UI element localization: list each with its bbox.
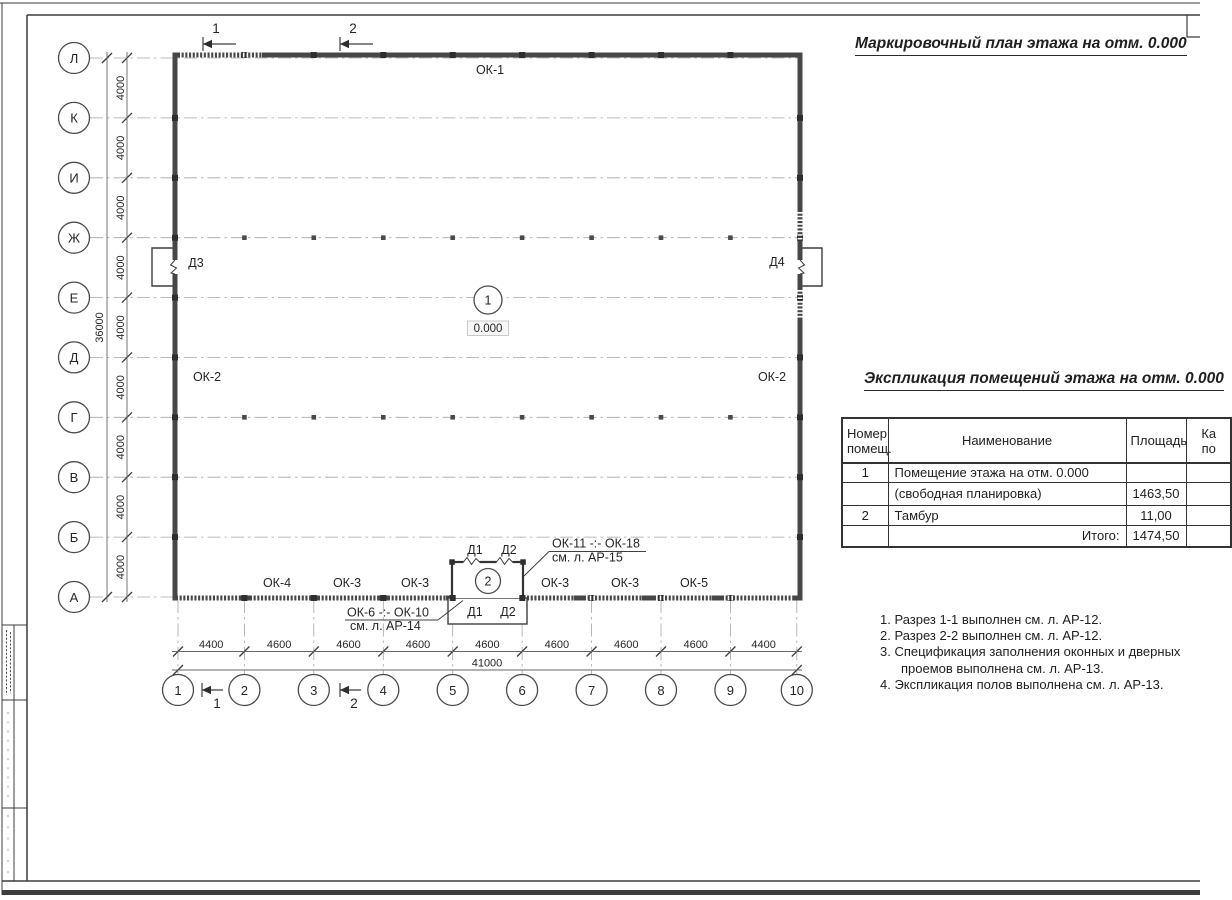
note-line: 3. Спецификация заполнения оконных и дверных	[880, 644, 1181, 660]
row-axis-label: Л	[69, 50, 79, 66]
room-number-tambour: 2	[484, 574, 492, 589]
window-label-bottom-5: ОК-5	[679, 576, 709, 590]
table-total-row	[842, 525, 1231, 547]
section-mark-1-top	[203, 21, 236, 51]
door-label-d2-top: Д2	[501, 543, 517, 557]
cell-number	[842, 482, 888, 505]
col-axis-label: 3	[310, 682, 318, 698]
interior-column	[450, 415, 455, 420]
window-label-bottom-0: ОК-4	[262, 576, 292, 590]
cell-total-label: Итого:	[888, 525, 1126, 547]
interior-column	[589, 235, 594, 240]
interior-column	[381, 235, 386, 240]
tambour	[448, 543, 527, 624]
row-dim-label: 4000	[115, 554, 127, 580]
col-axis-label: 8	[657, 682, 665, 698]
window-label-ok1: ОК-1	[475, 63, 505, 77]
col-axis-label: 5	[449, 682, 457, 698]
section-number: 1	[213, 696, 221, 711]
dim-total-horizontal: 41000	[471, 657, 503, 670]
col-dim-label: 4600	[683, 639, 708, 651]
interior-column	[728, 235, 733, 240]
table-row	[842, 463, 1231, 482]
room-explication-table	[841, 417, 1232, 548]
row-axis-label: Г	[70, 410, 78, 426]
cell-name: (свободная планировка)	[888, 482, 1126, 505]
col-dim-label: 4400	[751, 639, 776, 651]
col-dim-label: 4600	[475, 639, 500, 651]
note-line: проемов выполнена см. л. АР-13.	[901, 660, 1104, 676]
frame-corner-box	[1187, 15, 1200, 37]
col-dim-label: 4600	[266, 639, 292, 651]
note-line: 4. Экспликация полов выполнена см. л. АР-13.	[880, 676, 1164, 692]
cell-number: 2	[842, 505, 888, 525]
note-line: 2. Разрез 2-2 выполнен см. л. АР-12.	[880, 628, 1103, 644]
cell-area: 1463,50	[1126, 482, 1186, 505]
window-label-bottom-1: ОК-3	[332, 576, 362, 590]
callout-bottom-line2: см. л. АР-14	[350, 619, 421, 633]
row-axis-label: Е	[69, 290, 79, 306]
callout-bottom-line1: ОК-6 -:- ОК-10	[347, 605, 429, 620]
interior-column	[381, 415, 386, 420]
row-dim-label: 4000	[115, 75, 127, 101]
interior-column	[728, 415, 733, 420]
cell-name: Помещение этажа на отм. 0.000	[888, 463, 1126, 482]
cell-name: Тамбур	[888, 505, 1126, 525]
cell-category	[1186, 482, 1231, 505]
row-dim-label: 4000	[115, 435, 127, 460]
callout-top-line2: см. л. АР-15	[552, 550, 623, 565]
section-mark-1-bottom	[202, 683, 223, 711]
cell-number	[842, 525, 888, 547]
row-axis-label: И	[69, 170, 79, 186]
axis-bubbles-and-dims	[59, 43, 813, 706]
cell-total-area: 1474,50	[1126, 525, 1186, 547]
section-mark-2-bottom	[340, 683, 361, 711]
elevation-value: 0.000	[473, 323, 503, 335]
col-dim-label: 4400	[198, 639, 224, 651]
table-row	[842, 482, 1231, 505]
cell-number: 1	[842, 463, 888, 482]
col-dim-label: 4600	[405, 639, 431, 651]
table-header-row	[842, 418, 1231, 463]
col-axis-label: 1	[174, 682, 182, 698]
row-axis-label: Б	[69, 529, 79, 545]
col-axis-label: 7	[587, 682, 596, 698]
row-axis-label: Д	[69, 350, 79, 366]
door-label-d2-bottom: Д2	[500, 605, 516, 619]
door-label-d1-top: Д1	[467, 543, 483, 557]
col-axis-label: 4	[379, 682, 387, 698]
interior-column	[312, 415, 317, 420]
window-label-ok2-right: ОК-2	[757, 370, 787, 384]
row-dim-label: 4000	[115, 375, 127, 400]
header-number	[842, 418, 892, 463]
col-axis-label: 9	[726, 682, 735, 698]
header-area: Площадь	[1126, 418, 1186, 463]
row-dim-label: 4000	[115, 255, 127, 280]
row-dim-label: 4000	[115, 135, 127, 161]
window-label-bottom-2: ОК-3	[400, 576, 430, 590]
interior-column	[659, 235, 664, 240]
window-label-bottom-3: ОК-3	[540, 576, 570, 590]
header-category-line1: Ка	[1201, 425, 1217, 441]
interior-column	[242, 415, 247, 420]
interior-column	[520, 235, 525, 240]
row-axis-label: Ж	[67, 230, 81, 246]
col-dim-label: 4600	[614, 639, 639, 651]
col-dim-label: 4600	[544, 639, 570, 651]
section-mark-2-top	[340, 21, 373, 51]
notes-list	[880, 612, 1198, 693]
col-axis-label: 6	[518, 682, 526, 698]
row-axis-label: К	[70, 110, 78, 126]
header-category-line2: по	[1201, 440, 1216, 456]
section-number: 2	[349, 21, 357, 36]
interior-column	[450, 235, 455, 240]
callout-windows-top	[524, 537, 646, 577]
door-label-d1-bottom: Д1	[467, 605, 483, 619]
plan-title: Маркировочный план этажа на отм. 0.000	[855, 35, 1187, 56]
row-dim-label: 4000	[115, 195, 127, 220]
cell-category	[1186, 463, 1231, 482]
cell-category	[1186, 505, 1231, 525]
note-line: 1. Разрез 1-1 выполнен см. л. АР-12.	[880, 612, 1103, 627]
table-row	[842, 505, 1231, 525]
row-axis-label: В	[69, 470, 79, 485]
row-dim-label: 4000	[115, 494, 127, 520]
interior-column	[312, 235, 317, 240]
section-number: 2	[350, 696, 358, 711]
row-axis-label: А	[69, 589, 79, 605]
header-number-line2: помещ.	[847, 440, 892, 456]
callout-windows-bottom	[345, 601, 463, 634]
cell-area: 11,00	[1126, 505, 1186, 525]
col-axis-label: 10	[789, 682, 805, 698]
col-axis-label: 2	[240, 682, 249, 698]
header-name: Наименование	[888, 418, 1126, 463]
header-number-line1: Номер	[847, 425, 888, 441]
door-label-d3: Д3	[188, 256, 204, 270]
cell-category	[1186, 525, 1231, 547]
interior-column	[589, 415, 594, 420]
dim-total-vertical: 36000	[94, 312, 106, 343]
window-label-ok2-left: ОК-2	[192, 370, 222, 384]
section-number: 1	[212, 21, 220, 36]
stamp-text-marks	[7, 630, 11, 874]
window-label-bottom-4: ОК-3	[610, 576, 640, 590]
col-dim-label: 4600	[336, 639, 361, 651]
row-dim-label: 4000	[115, 315, 127, 340]
interior-column	[242, 235, 247, 240]
callout-top-line1: ОК-11 -:- ОК-18	[552, 536, 640, 551]
interior-column	[659, 415, 664, 420]
header-category	[1186, 418, 1231, 463]
room-marker-main	[468, 286, 509, 336]
room-number-main: 1	[484, 293, 492, 308]
door-label-d4: Д4	[769, 255, 785, 269]
interior-column	[520, 415, 525, 420]
table-title: Экспликация помещений этажа на отм. 0.000	[864, 370, 1224, 391]
cell-area	[1126, 463, 1186, 482]
